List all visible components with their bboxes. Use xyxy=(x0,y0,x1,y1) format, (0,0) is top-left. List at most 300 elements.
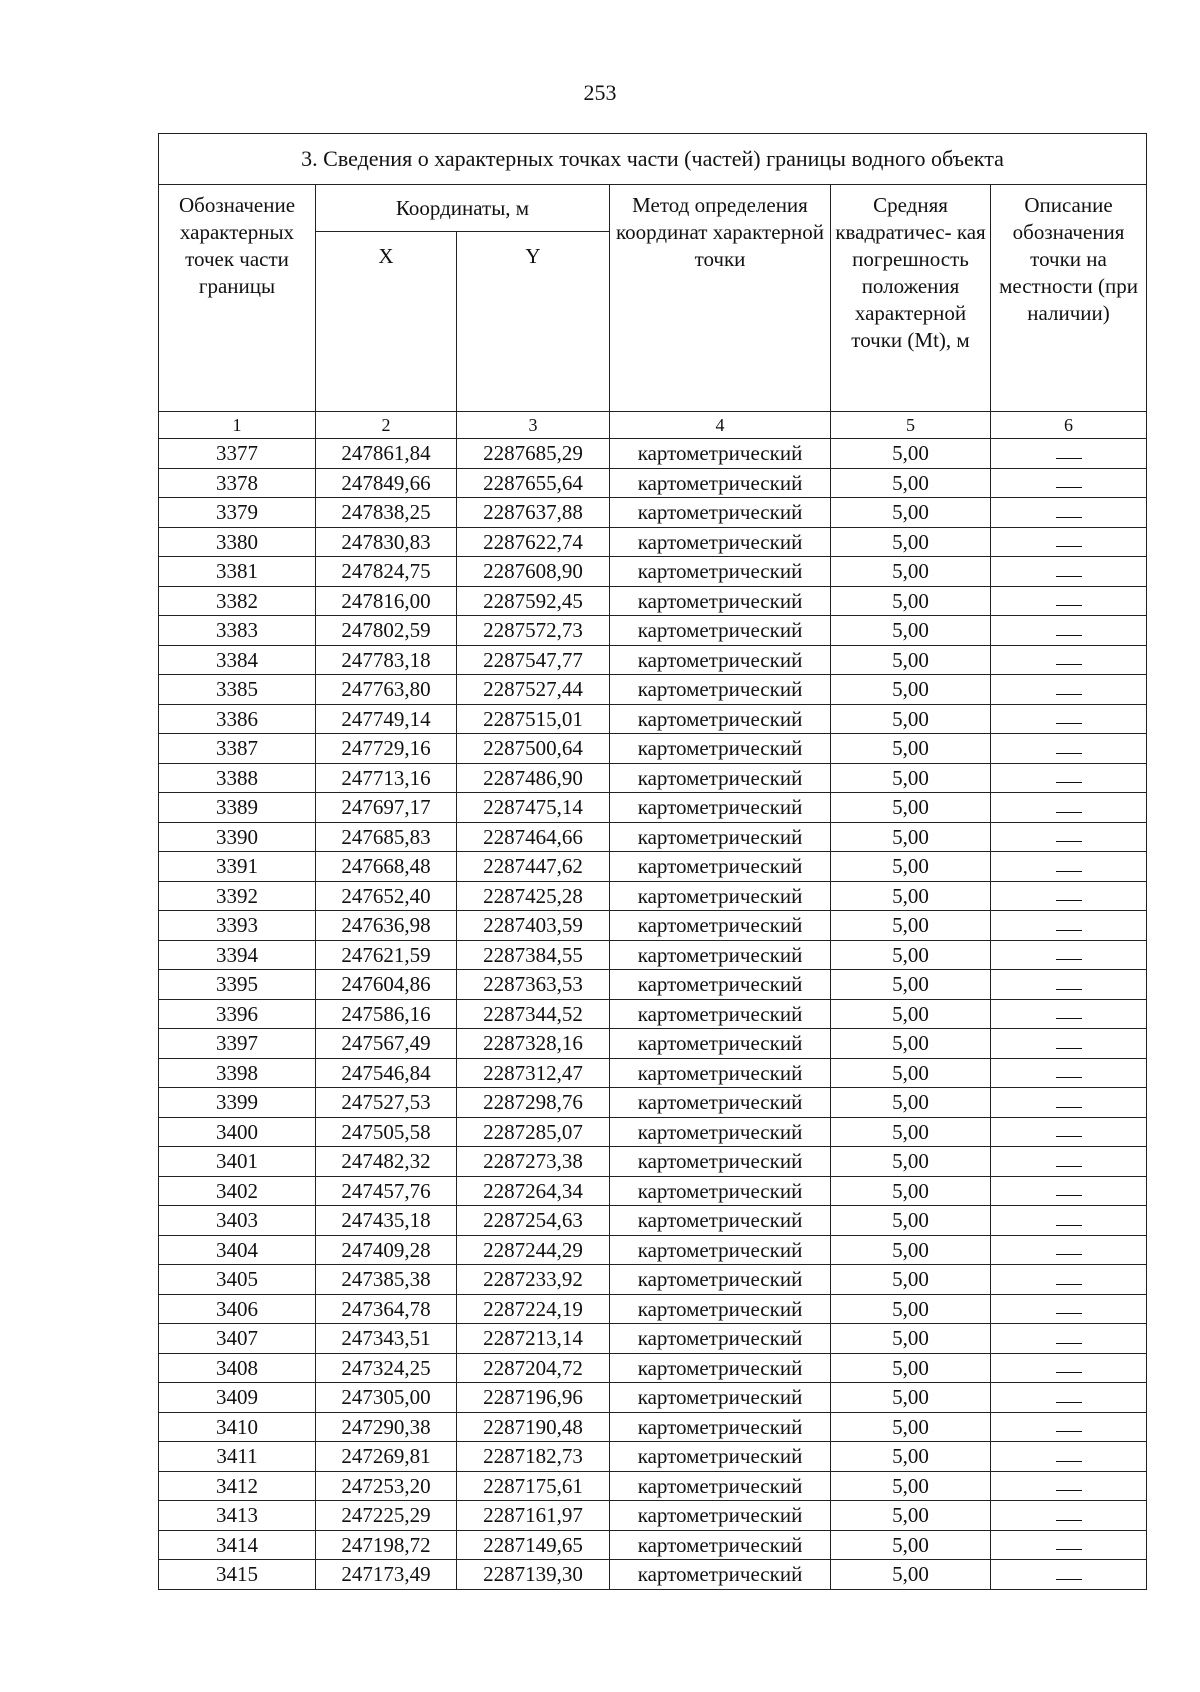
table-row xyxy=(159,1265,1147,1295)
y-coordinate-cell: 2287190,48 xyxy=(457,1412,610,1442)
table-row xyxy=(159,498,1147,528)
table-row xyxy=(159,793,1147,823)
x-coordinate-cell: 247636,98 xyxy=(316,911,457,941)
empty-dash xyxy=(1056,605,1082,606)
empty-dash xyxy=(1056,1136,1082,1137)
error-cell: 5,00 xyxy=(831,970,991,1000)
y-coordinate-cell: 2287425,28 xyxy=(457,881,610,911)
x-coordinate-cell: 247668,48 xyxy=(316,852,457,882)
error-cell: 5,00 xyxy=(831,1353,991,1383)
y-coordinate-cell: 2287161,97 xyxy=(457,1501,610,1531)
y-coordinate-cell: 2287196,96 xyxy=(457,1383,610,1413)
header-y: Y xyxy=(457,232,610,412)
error-cell: 5,00 xyxy=(831,999,991,1029)
point-cell: 3385 xyxy=(159,675,316,705)
table-row xyxy=(159,734,1147,764)
method-cell: картометрический xyxy=(610,822,831,852)
method-cell: картометрический xyxy=(610,1560,831,1590)
column-number: 6 xyxy=(991,412,1147,439)
method-cell: картометрический xyxy=(610,468,831,498)
method-cell: картометрический xyxy=(610,793,831,823)
description-cell xyxy=(991,527,1147,557)
y-coordinate-cell: 2287363,53 xyxy=(457,970,610,1000)
point-cell: 3403 xyxy=(159,1206,316,1236)
empty-dash xyxy=(1056,487,1082,488)
empty-dash xyxy=(1056,841,1082,842)
x-coordinate-cell: 247343,51 xyxy=(316,1324,457,1354)
point-cell: 3389 xyxy=(159,793,316,823)
error-cell: 5,00 xyxy=(831,1383,991,1413)
description-cell xyxy=(991,911,1147,941)
y-coordinate-cell: 2287182,73 xyxy=(457,1442,610,1472)
method-cell: картометрический xyxy=(610,881,831,911)
x-coordinate-cell: 247586,16 xyxy=(316,999,457,1029)
method-cell: картометрический xyxy=(610,1294,831,1324)
table-row xyxy=(159,1147,1147,1177)
page-number: 253 xyxy=(583,80,617,105)
description-cell xyxy=(991,1442,1147,1472)
table-row xyxy=(159,1412,1147,1442)
empty-dash xyxy=(1056,753,1082,754)
description-cell xyxy=(991,822,1147,852)
point-cell: 3377 xyxy=(159,439,316,469)
y-coordinate-cell: 2287344,52 xyxy=(457,999,610,1029)
error-cell: 5,00 xyxy=(831,675,991,705)
x-coordinate-cell: 247290,38 xyxy=(316,1412,457,1442)
method-cell: картометрический xyxy=(610,1235,831,1265)
error-cell: 5,00 xyxy=(831,1088,991,1118)
description-cell xyxy=(991,645,1147,675)
y-coordinate-cell: 2287447,62 xyxy=(457,852,610,882)
table-row xyxy=(159,1530,1147,1560)
empty-dash xyxy=(1056,782,1082,783)
method-cell: картометрический xyxy=(610,1412,831,1442)
error-cell: 5,00 xyxy=(831,616,991,646)
point-cell: 3412 xyxy=(159,1471,316,1501)
empty-dash xyxy=(1056,1018,1082,1019)
x-coordinate-cell: 247305,00 xyxy=(316,1383,457,1413)
point-cell: 3384 xyxy=(159,645,316,675)
point-cell: 3387 xyxy=(159,734,316,764)
error-cell: 5,00 xyxy=(831,1294,991,1324)
empty-dash xyxy=(1056,1520,1082,1521)
x-coordinate-cell: 247824,75 xyxy=(316,557,457,587)
header-description: Описание обозначения точки на местности (при наличии) xyxy=(991,185,1147,412)
table-row xyxy=(159,763,1147,793)
empty-dash xyxy=(1056,1372,1082,1373)
y-coordinate-cell: 2287254,63 xyxy=(457,1206,610,1236)
method-cell: картометрический xyxy=(610,1058,831,1088)
empty-dash xyxy=(1056,1461,1082,1462)
error-cell: 5,00 xyxy=(831,1324,991,1354)
point-cell: 3394 xyxy=(159,940,316,970)
point-cell: 3386 xyxy=(159,704,316,734)
x-coordinate-cell: 247409,28 xyxy=(316,1235,457,1265)
description-cell xyxy=(991,734,1147,764)
point-cell: 3413 xyxy=(159,1501,316,1531)
point-cell: 3396 xyxy=(159,999,316,1029)
x-coordinate-cell: 247604,86 xyxy=(316,970,457,1000)
y-coordinate-cell: 2287224,19 xyxy=(457,1294,610,1324)
y-coordinate-cell: 2287285,07 xyxy=(457,1117,610,1147)
error-cell: 5,00 xyxy=(831,704,991,734)
table-row xyxy=(159,940,1147,970)
description-cell xyxy=(991,940,1147,970)
x-coordinate-cell: 247729,16 xyxy=(316,734,457,764)
description-cell xyxy=(991,1176,1147,1206)
method-cell: картометрический xyxy=(610,1383,831,1413)
x-coordinate-cell: 247749,14 xyxy=(316,704,457,734)
description-cell xyxy=(991,881,1147,911)
method-cell: картометрический xyxy=(610,586,831,616)
point-cell: 3395 xyxy=(159,970,316,1000)
header-error: Средняя квадратичес- кая погрешность положения характерной точки (Mt), м xyxy=(831,185,991,412)
table-row xyxy=(159,527,1147,557)
y-coordinate-cell: 2287298,76 xyxy=(457,1088,610,1118)
x-coordinate-cell: 247621,59 xyxy=(316,940,457,970)
empty-dash xyxy=(1056,1579,1082,1580)
error-cell: 5,00 xyxy=(831,1501,991,1531)
point-cell: 3390 xyxy=(159,822,316,852)
table-row xyxy=(159,1088,1147,1118)
table-row xyxy=(159,999,1147,1029)
error-cell: 5,00 xyxy=(831,1029,991,1059)
x-coordinate-cell: 247652,40 xyxy=(316,881,457,911)
x-coordinate-cell: 247482,32 xyxy=(316,1147,457,1177)
empty-dash xyxy=(1056,517,1082,518)
description-cell xyxy=(991,763,1147,793)
point-cell: 3404 xyxy=(159,1235,316,1265)
description-cell xyxy=(991,1058,1147,1088)
method-cell: картометрический xyxy=(610,1147,831,1177)
error-cell: 5,00 xyxy=(831,527,991,557)
description-cell xyxy=(991,999,1147,1029)
y-coordinate-cell: 2287384,55 xyxy=(457,940,610,970)
method-cell: картометрический xyxy=(610,911,831,941)
y-coordinate-cell: 2287527,44 xyxy=(457,675,610,705)
description-cell xyxy=(991,439,1147,469)
description-cell xyxy=(991,675,1147,705)
method-cell: картометрический xyxy=(610,1471,831,1501)
description-cell xyxy=(991,616,1147,646)
empty-dash xyxy=(1056,1077,1082,1078)
x-coordinate-cell: 247685,83 xyxy=(316,822,457,852)
table-row xyxy=(159,1117,1147,1147)
description-cell xyxy=(991,1560,1147,1590)
boundary-points-table xyxy=(158,133,1147,1590)
point-cell: 3400 xyxy=(159,1117,316,1147)
y-coordinate-cell: 2287608,90 xyxy=(457,557,610,587)
empty-dash xyxy=(1056,1048,1082,1049)
empty-dash xyxy=(1056,1225,1082,1226)
empty-dash xyxy=(1056,576,1082,577)
table-row xyxy=(159,1353,1147,1383)
empty-dash xyxy=(1056,1431,1082,1432)
description-cell xyxy=(991,498,1147,528)
table-row xyxy=(159,1294,1147,1324)
x-coordinate-cell: 247849,66 xyxy=(316,468,457,498)
empty-dash xyxy=(1056,546,1082,547)
point-cell: 3414 xyxy=(159,1530,316,1560)
error-cell: 5,00 xyxy=(831,498,991,528)
table-row xyxy=(159,881,1147,911)
point-cell: 3402 xyxy=(159,1176,316,1206)
empty-dash xyxy=(1056,812,1082,813)
x-coordinate-cell: 247838,25 xyxy=(316,498,457,528)
table-row xyxy=(159,1235,1147,1265)
empty-dash xyxy=(1056,723,1082,724)
column-number: 1 xyxy=(159,412,316,439)
table-row xyxy=(159,616,1147,646)
x-coordinate-cell: 247713,16 xyxy=(316,763,457,793)
method-cell: картометрический xyxy=(610,1324,831,1354)
table-row xyxy=(159,1206,1147,1236)
error-cell: 5,00 xyxy=(831,822,991,852)
y-coordinate-cell: 2287264,34 xyxy=(457,1176,610,1206)
point-cell: 3393 xyxy=(159,911,316,941)
point-cell: 3408 xyxy=(159,1353,316,1383)
description-cell xyxy=(991,1324,1147,1354)
error-cell: 5,00 xyxy=(831,468,991,498)
error-cell: 5,00 xyxy=(831,793,991,823)
description-cell xyxy=(991,468,1147,498)
y-coordinate-cell: 2287622,74 xyxy=(457,527,610,557)
point-cell: 3379 xyxy=(159,498,316,528)
empty-dash xyxy=(1056,1195,1082,1196)
y-coordinate-cell: 2287244,29 xyxy=(457,1235,610,1265)
table-row xyxy=(159,645,1147,675)
method-cell: картометрический xyxy=(610,1442,831,1472)
method-cell: картометрический xyxy=(610,999,831,1029)
empty-dash xyxy=(1056,694,1082,695)
method-cell: картометрический xyxy=(610,970,831,1000)
y-coordinate-cell: 2287403,59 xyxy=(457,911,610,941)
error-cell: 5,00 xyxy=(831,1235,991,1265)
method-cell: картометрический xyxy=(610,616,831,646)
header-row xyxy=(159,185,1147,232)
error-cell: 5,00 xyxy=(831,557,991,587)
method-cell: картометрический xyxy=(610,763,831,793)
x-coordinate-cell: 247816,00 xyxy=(316,586,457,616)
empty-dash xyxy=(1056,959,1082,960)
method-cell: картометрический xyxy=(610,1265,831,1295)
point-cell: 3391 xyxy=(159,852,316,882)
method-cell: картометрический xyxy=(610,439,831,469)
table-row xyxy=(159,1176,1147,1206)
method-cell: картометрический xyxy=(610,1353,831,1383)
table-row xyxy=(159,704,1147,734)
method-cell: картометрический xyxy=(610,645,831,675)
y-coordinate-cell: 2287273,38 xyxy=(457,1147,610,1177)
table-row xyxy=(159,439,1147,469)
description-cell xyxy=(991,1353,1147,1383)
error-cell: 5,00 xyxy=(831,439,991,469)
description-cell xyxy=(991,1383,1147,1413)
y-coordinate-cell: 2287547,77 xyxy=(457,645,610,675)
error-cell: 5,00 xyxy=(831,763,991,793)
empty-dash xyxy=(1056,1313,1082,1314)
x-coordinate-cell: 247505,58 xyxy=(316,1117,457,1147)
empty-dash xyxy=(1056,1166,1082,1167)
point-cell: 3410 xyxy=(159,1412,316,1442)
x-coordinate-cell: 247324,25 xyxy=(316,1353,457,1383)
method-cell: картометрический xyxy=(610,852,831,882)
error-cell: 5,00 xyxy=(831,911,991,941)
method-cell: картометрический xyxy=(610,940,831,970)
point-cell: 3381 xyxy=(159,557,316,587)
description-cell xyxy=(991,1412,1147,1442)
y-coordinate-cell: 2287572,73 xyxy=(457,616,610,646)
empty-dash xyxy=(1056,1549,1082,1550)
x-coordinate-cell: 247783,18 xyxy=(316,645,457,675)
empty-dash xyxy=(1056,458,1082,459)
point-cell: 3378 xyxy=(159,468,316,498)
y-coordinate-cell: 2287685,29 xyxy=(457,439,610,469)
error-cell: 5,00 xyxy=(831,852,991,882)
table-row xyxy=(159,970,1147,1000)
y-coordinate-cell: 2287233,92 xyxy=(457,1265,610,1295)
empty-dash xyxy=(1056,635,1082,636)
column-number: 2 xyxy=(316,412,457,439)
empty-dash xyxy=(1056,989,1082,990)
x-coordinate-cell: 247198,72 xyxy=(316,1530,457,1560)
method-cell: картометрический xyxy=(610,704,831,734)
point-cell: 3382 xyxy=(159,586,316,616)
description-cell xyxy=(991,1117,1147,1147)
method-cell: картометрический xyxy=(610,527,831,557)
table-row xyxy=(159,911,1147,941)
error-cell: 5,00 xyxy=(831,734,991,764)
method-cell: картометрический xyxy=(610,1501,831,1531)
y-coordinate-cell: 2287515,01 xyxy=(457,704,610,734)
y-coordinate-cell: 2287204,72 xyxy=(457,1353,610,1383)
column-number: 5 xyxy=(831,412,991,439)
method-cell: картометрический xyxy=(610,1029,831,1059)
description-cell xyxy=(991,1294,1147,1324)
empty-dash xyxy=(1056,1254,1082,1255)
error-cell: 5,00 xyxy=(831,1442,991,1472)
error-cell: 5,00 xyxy=(831,1560,991,1590)
error-cell: 5,00 xyxy=(831,1530,991,1560)
empty-dash xyxy=(1056,1343,1082,1344)
table-row xyxy=(159,1324,1147,1354)
description-cell xyxy=(991,1265,1147,1295)
x-coordinate-cell: 247763,80 xyxy=(316,675,457,705)
empty-dash xyxy=(1056,1107,1082,1108)
section-title-row xyxy=(159,134,1147,185)
table-row xyxy=(159,468,1147,498)
error-cell: 5,00 xyxy=(831,1176,991,1206)
empty-dash xyxy=(1056,1402,1082,1403)
method-cell: картометрический xyxy=(610,1206,831,1236)
x-coordinate-cell: 247802,59 xyxy=(316,616,457,646)
point-cell: 3383 xyxy=(159,616,316,646)
description-cell xyxy=(991,1088,1147,1118)
description-cell xyxy=(991,1471,1147,1501)
header-method: Метод определения координат характерной точки xyxy=(610,185,831,412)
point-cell: 3399 xyxy=(159,1088,316,1118)
description-cell xyxy=(991,704,1147,734)
method-cell: картометрический xyxy=(610,1117,831,1147)
point-cell: 3388 xyxy=(159,763,316,793)
x-coordinate-cell: 247435,18 xyxy=(316,1206,457,1236)
x-coordinate-cell: 247457,76 xyxy=(316,1176,457,1206)
empty-dash xyxy=(1056,664,1082,665)
point-cell: 3397 xyxy=(159,1029,316,1059)
table-row xyxy=(159,557,1147,587)
x-coordinate-cell: 247830,83 xyxy=(316,527,457,557)
description-cell xyxy=(991,586,1147,616)
y-coordinate-cell: 2287139,30 xyxy=(457,1560,610,1590)
point-cell: 3406 xyxy=(159,1294,316,1324)
error-cell: 5,00 xyxy=(831,1206,991,1236)
error-cell: 5,00 xyxy=(831,586,991,616)
x-coordinate-cell: 247527,53 xyxy=(316,1088,457,1118)
empty-dash xyxy=(1056,1490,1082,1491)
y-coordinate-cell: 2287312,47 xyxy=(457,1058,610,1088)
method-cell: картометрический xyxy=(610,1176,831,1206)
description-cell xyxy=(991,1501,1147,1531)
table-row xyxy=(159,1442,1147,1472)
table-row xyxy=(159,1383,1147,1413)
header-designation: Обозначение характерных точек части границы xyxy=(159,185,316,412)
error-cell: 5,00 xyxy=(831,1058,991,1088)
x-coordinate-cell: 247861,84 xyxy=(316,439,457,469)
description-cell xyxy=(991,557,1147,587)
error-cell: 5,00 xyxy=(831,1117,991,1147)
x-coordinate-cell: 247253,20 xyxy=(316,1471,457,1501)
point-cell: 3392 xyxy=(159,881,316,911)
point-cell: 3411 xyxy=(159,1442,316,1472)
table-row xyxy=(159,822,1147,852)
y-coordinate-cell: 2287592,45 xyxy=(457,586,610,616)
method-cell: картометрический xyxy=(610,1530,831,1560)
table-row xyxy=(159,1560,1147,1590)
empty-dash xyxy=(1056,1284,1082,1285)
y-coordinate-cell: 2287486,90 xyxy=(457,763,610,793)
y-coordinate-cell: 2287213,14 xyxy=(457,1324,610,1354)
table-row xyxy=(159,852,1147,882)
point-cell: 3401 xyxy=(159,1147,316,1177)
description-cell xyxy=(991,1147,1147,1177)
point-cell: 3380 xyxy=(159,527,316,557)
x-coordinate-cell: 247269,81 xyxy=(316,1442,457,1472)
description-cell xyxy=(991,970,1147,1000)
empty-dash xyxy=(1056,900,1082,901)
column-number: 3 xyxy=(457,412,610,439)
column-number: 4 xyxy=(610,412,831,439)
x-coordinate-cell: 247225,29 xyxy=(316,1501,457,1531)
error-cell: 5,00 xyxy=(831,881,991,911)
x-coordinate-cell: 247364,78 xyxy=(316,1294,457,1324)
description-cell xyxy=(991,1530,1147,1560)
header-coordinates: Координаты, м xyxy=(316,185,610,232)
y-coordinate-cell: 2287475,14 xyxy=(457,793,610,823)
y-coordinate-cell: 2287464,66 xyxy=(457,822,610,852)
x-coordinate-cell: 247173,49 xyxy=(316,1560,457,1590)
y-coordinate-cell: 2287175,61 xyxy=(457,1471,610,1501)
table-row xyxy=(159,1471,1147,1501)
point-cell: 3415 xyxy=(159,1560,316,1590)
table-row xyxy=(159,1501,1147,1531)
point-cell: 3409 xyxy=(159,1383,316,1413)
description-cell xyxy=(991,1235,1147,1265)
y-coordinate-cell: 2287149,65 xyxy=(457,1530,610,1560)
x-coordinate-cell: 247567,49 xyxy=(316,1029,457,1059)
error-cell: 5,00 xyxy=(831,1147,991,1177)
y-coordinate-cell: 2287637,88 xyxy=(457,498,610,528)
y-coordinate-cell: 2287655,64 xyxy=(457,468,610,498)
